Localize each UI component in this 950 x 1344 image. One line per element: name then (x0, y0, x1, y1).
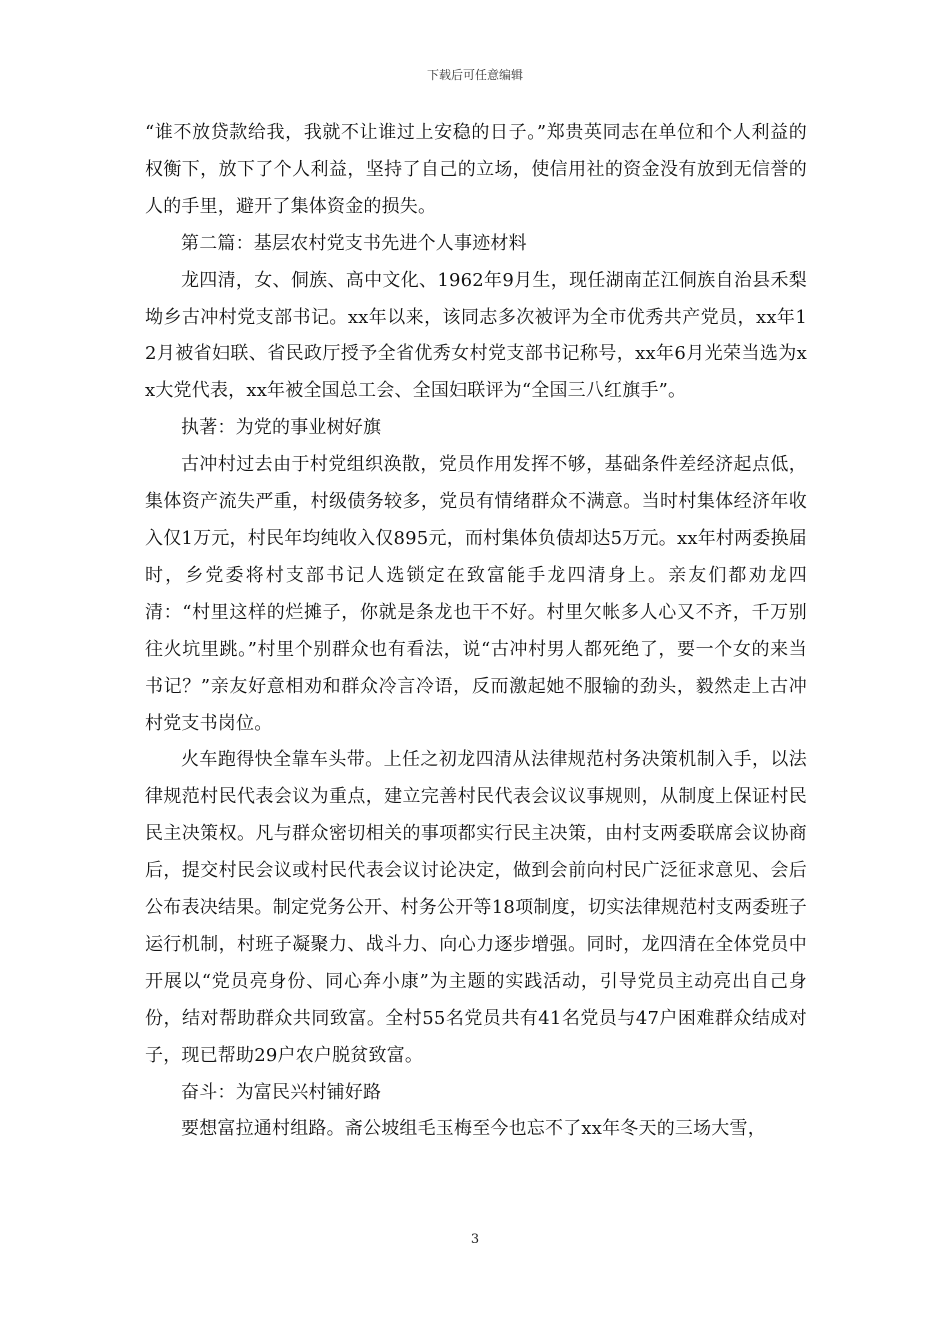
document-body (145, 115, 807, 1148)
paragraph: 古冲村过去由于村党组织涣散，党员作用发挥不够，基础条件差经济起点低，集体资产流失严重，村级债务较多，党员有情绪群众不满意。当时村集体经济年收入仅1万元，村民年均纯收入仅895元，而村集体负债却达5万元。xx年村两委换届时，乡党委将村支部书记人选锁定在致富能手龙四清身上。亲友们都劝龙四清：“村里这样的烂摊子，你就是条龙也干不好。村里欠帐多人心又不齐，千万别往火坑里跳。”村里个别群众也有看法，说“古冲村男人都死绝了，要一个女的来当书记？”亲友好意相劝和群众冷言冷语，反而激起她不服输的劲头，毅然走上古冲村党支书岗位。 (145, 454, 807, 734)
paragraph: 奋斗：为富民兴村铺好路 (181, 1081, 382, 1103)
paragraph: 火车跑得快全靠车头带。上任之初龙四清从法律规范村务决策机制入手，以法律规范村民代表会议为重点，建立完善村民代表会议议事规则，从制度上保证村民民主决策权。凡与群众密切相关的事项都实行民主决策，由村支两委联席会议协商后，提交村民会议或村民代表会议讨论决定，做到会前向村民广泛征求意见、会后公布表决结果。制定党务公开、村务公开等18项制度，切实法律规范村支两委班子运行机制，村班子凝聚力、战斗力、向心力逐步增强。同时，龙四清在全体党员中开展以“党员亮身份、同心奔小康”为主题的实践活动，引导党员主动亮出自己身份，结对帮助群众共同致富。全村55名党员共有41名党员与47户困难群众结成对子，现已帮助29户农户脱贫致富。 (145, 749, 807, 1066)
paragraph: 龙四清，女、侗族、高中文化、1962年9月生，现任湖南芷江侗族自治县禾梨坳乡古冲村党支部书记。xx年以来，该同志多次被评为全市优秀共产党员，xx年12月被省妇联、省民政厅授予全省优秀女村党支部书记称号，xx年6月光荣当选为xx大党代表，xx年被全国总工会、全国妇联评为“全国三八红旗手”。 (145, 269, 807, 402)
page-number: 3 (470, 1232, 480, 1247)
paragraph: 执著：为党的事业树好旗 (181, 417, 382, 439)
paragraph: 要想富拉通村组路。斋公坡组毛玉梅至今也忘不了xx年冬天的三场大雪， (181, 1118, 766, 1140)
paragraph: “谁不放贷款给我，我就不让谁过上安稳的日子。”郑贵英同志在单位和个人利益的权衡下，放下了个人利益，坚持了自己的立场，使信用社的资金没有放到无信誉的人的手里，避开了集体资金的损失。 (145, 122, 807, 217)
page-header: 下载后可任意编辑 (426, 68, 523, 82)
paragraph: 第二篇：基层农村党支书先进个人事迹材料 (181, 232, 527, 254)
